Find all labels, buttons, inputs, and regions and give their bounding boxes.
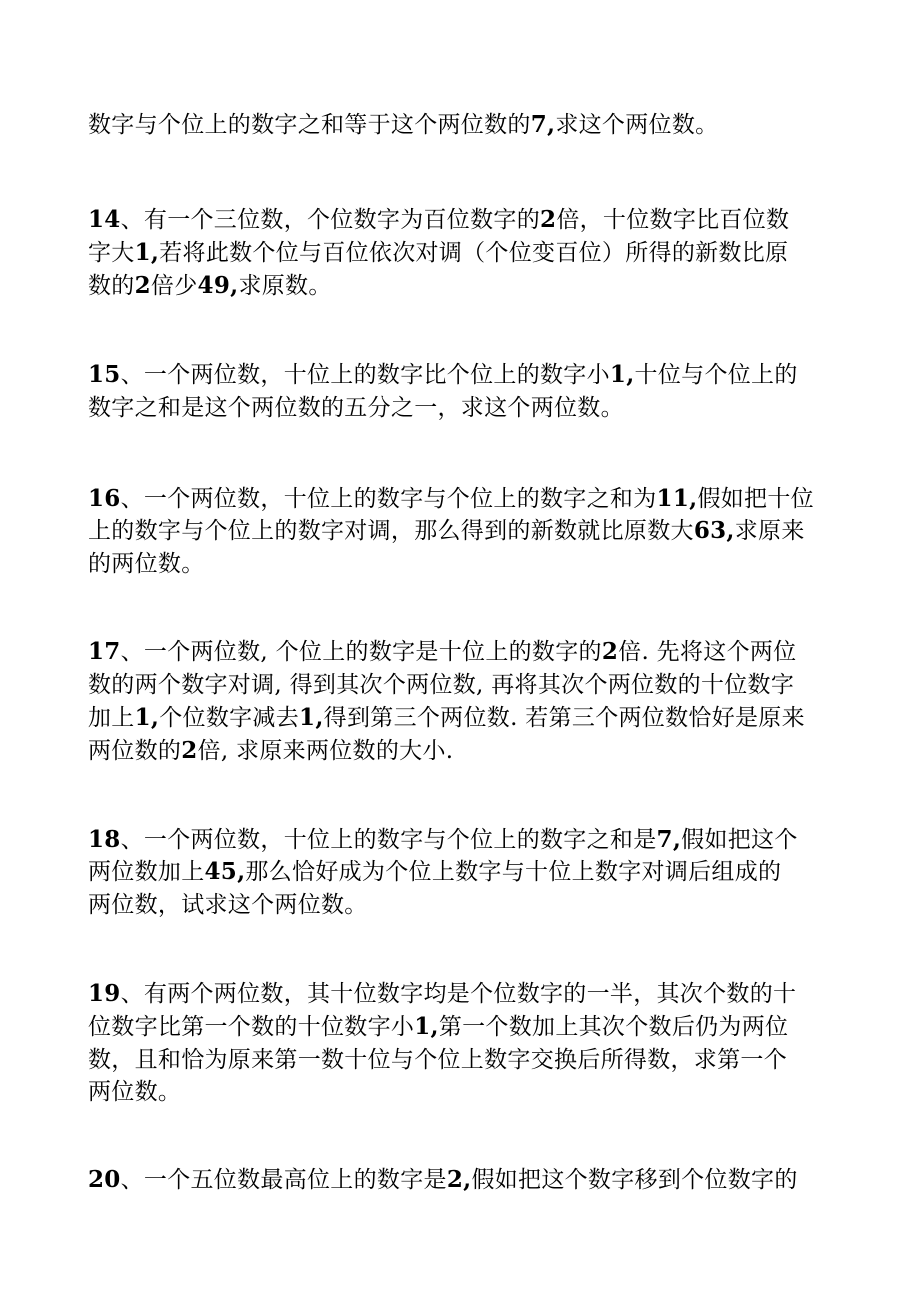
- problem-17-line-1: 17、一个两位数, 个位上的数字是十位上的数字的2倍. 先将这个两位: [88, 638, 797, 665]
- continuation-line: 数字与个位上的数字之和等于这个两位数的7,求这个两位数。: [88, 111, 719, 138]
- problem-14-line-1: 14、有一个三位数，个位数字为百位数字的2倍，十位数字比百位数: [88, 206, 790, 233]
- problem-14-line-3: 数的2倍少49,求原数。: [88, 272, 332, 299]
- problem-number: 16: [88, 485, 121, 512]
- problem-16-line-1: 16、一个两位数，十位上的数字与个位上的数字之和为11,假如把十位: [88, 485, 814, 512]
- problem-16-line-2: 上的数字与个位上的数字对调，那么得到的新数就比原数大63,求原来: [88, 517, 805, 544]
- problem-19-line-1: 19、有两个两位数，其十位数字均是个位数字的一半，其次个数的十: [88, 980, 797, 1007]
- problem-number: 19: [88, 980, 121, 1007]
- problem-15-line-1: 15、一个两位数，十位上的数字比个位上的数字小1,十位与个位上的: [88, 361, 798, 388]
- problem-17-line-3: 加上1,个位数字减去1,得到第三个两位数. 若第三个两位数恰好是原来: [88, 704, 805, 731]
- problem-18-line-2: 两位数加上45,那么恰好成为个位上数字与十位上数字对调后组成的: [88, 858, 782, 885]
- problem-number: 14: [88, 206, 121, 233]
- problem-number: 18: [88, 826, 121, 853]
- problem-number: 15: [88, 361, 121, 388]
- problem-number: 17: [88, 638, 121, 665]
- problem-15-line-2: 数字之和是这个两位数的五分之一，求这个两位数。: [88, 395, 624, 421]
- problem-20-line-1: 20、一个五位数最高位上的数字是2,假如把这个数字移到个位数字的: [88, 1166, 798, 1193]
- problem-17-line-2: 数的两个数字对调, 得到其次个两位数, 再将其次个两位数的十位数字: [88, 672, 795, 698]
- problem-19-line-2: 位数字比第一个数的十位数字小1,第一个数加上其次个数后仍为两位: [88, 1013, 789, 1040]
- problem-19-line-3: 数，且和恰为原来第一数十位与个位上数字交换后所得数，求第一个: [88, 1047, 787, 1073]
- problem-18-line-1: 18、一个两位数，十位上的数字与个位上的数字之和是7,假如把这个: [88, 826, 798, 853]
- problem-19-line-4: 两位数。: [88, 1079, 182, 1105]
- problem-number: 20: [88, 1166, 121, 1193]
- problem-18-line-3: 两位数，试求这个两位数。: [88, 892, 368, 918]
- problem-17-line-4: 两位数的2倍, 求原来两位数的大小.: [88, 737, 454, 764]
- problem-14-line-2: 字大1,若将此数个位与百位依次对调（个位变百位）所得的新数比原: [88, 239, 789, 266]
- problem-16-line-3: 的两位数。: [88, 551, 205, 577]
